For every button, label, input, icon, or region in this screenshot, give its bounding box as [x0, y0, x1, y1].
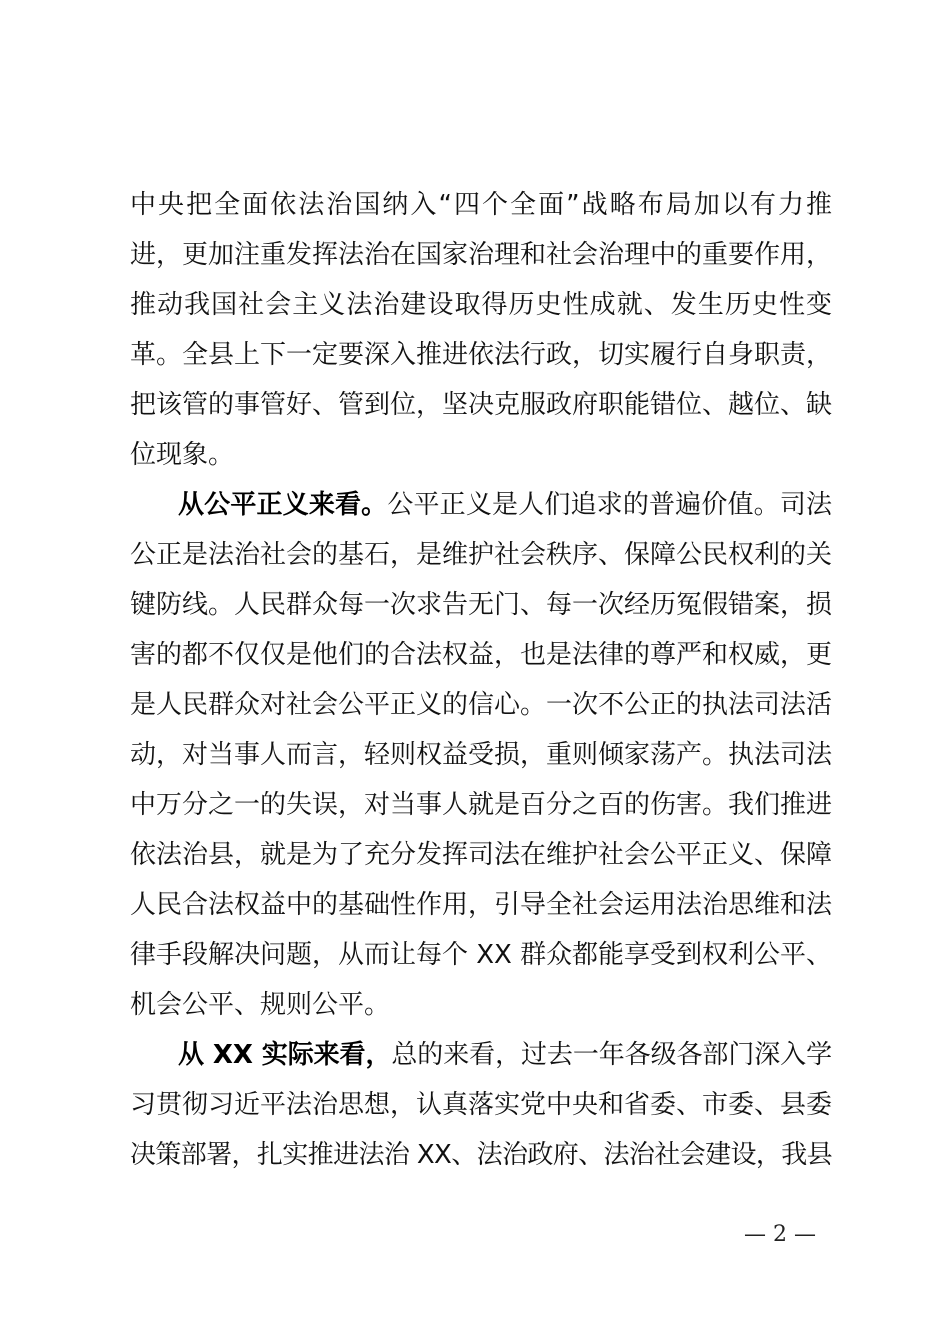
paragraph-3-line-3: [130, 1130, 832, 1180]
paragraph-2-line-6: [130, 730, 832, 780]
paragraph-heading: 从 XX 实际来看，: [178, 1040, 392, 1070]
paragraph-3-line-1: [130, 1030, 832, 1080]
paragraph-2-line-3: [130, 580, 832, 630]
line-text: 中央把全面依法治国纳入“四个全面”战略布局加以有力推: [130, 190, 832, 220]
line-text: 决策部署，扎实推进法治 XX、法治政府、法治社会建设，我县: [130, 1140, 832, 1170]
paragraph-2-line-7: [130, 780, 832, 830]
page-number: — 2 —: [744, 1222, 816, 1247]
paragraph-1-line-2: [130, 230, 832, 280]
paragraph-2-line-2: [130, 530, 832, 580]
paragraph-2-line-8: [130, 830, 832, 880]
line-text: 依法治县，就是为了充分发挥司法在维护社会公平正义、保障: [130, 840, 832, 870]
paragraph-2-line-10: [130, 930, 832, 980]
paragraph-1-line-5: [130, 380, 832, 430]
line-text: 总的来看，过去一年各级各部门深入学: [391, 1040, 832, 1070]
line-text: 人民合法权益中的基础性作用，引导全社会运用法治思维和法: [130, 890, 832, 920]
paragraph-1-line-6: [130, 430, 832, 480]
paragraph-1-line-1: [130, 180, 832, 230]
line-text: 推动我国社会主义法治建设取得历史性成就、发生历史性变: [130, 290, 832, 320]
paragraph-2-line-9: [130, 880, 832, 930]
line-text: 动，对当事人而言，轻则权益受损，重则倾家荡产。执法司法: [130, 740, 832, 770]
line-text: 公正是法治社会的基石，是维护社会秩序、保障公民权利的关: [130, 540, 832, 570]
paragraph-1-line-4: [130, 330, 832, 380]
line-text: 键防线。人民群众每一次求告无门、每一次经历冤假错案，损: [130, 590, 832, 620]
paragraph-1-line-3: [130, 280, 832, 330]
paragraph-2-line-4: [130, 630, 832, 680]
document-body: [130, 180, 832, 1180]
line-text: 机会公平、规则公平。: [130, 990, 391, 1020]
line-text: 位现象。: [130, 440, 235, 470]
paragraph-heading: 从公平正义来看。: [178, 490, 388, 520]
paragraph-2-line-1: [130, 480, 832, 530]
line-text: 害的都不仅仅是他们的合法权益，也是法律的尊严和权威，更: [130, 640, 832, 670]
line-text: 中万分之一的失误，对当事人就是百分之百的伤害。我们推进: [130, 790, 832, 820]
line-text: 把该管的事管好、管到位，坚决克服政府职能错位、越位、缺: [130, 390, 832, 420]
paragraph-3-line-2: [130, 1080, 832, 1130]
line-text: 革。全县上下一定要深入推进依法行政，切实履行自身职责，: [130, 340, 832, 370]
line-text: 习贯彻习近平法治思想，认真落实党中央和省委、市委、县委: [130, 1090, 832, 1120]
line-text: 公平正义是人们追求的普遍价值。司法: [387, 490, 832, 520]
line-text: 律手段解决问题，从而让每个 XX 群众都能享受到权利公平、: [130, 940, 833, 970]
line-text: 进，更加注重发挥法治在国家治理和社会治理中的重要作用，: [130, 240, 832, 270]
paragraph-2-line-11: [130, 980, 832, 1030]
paragraph-2-line-5: [130, 680, 832, 730]
line-text: 是人民群众对社会公平正义的信心。一次不公正的执法司法活: [130, 690, 832, 720]
